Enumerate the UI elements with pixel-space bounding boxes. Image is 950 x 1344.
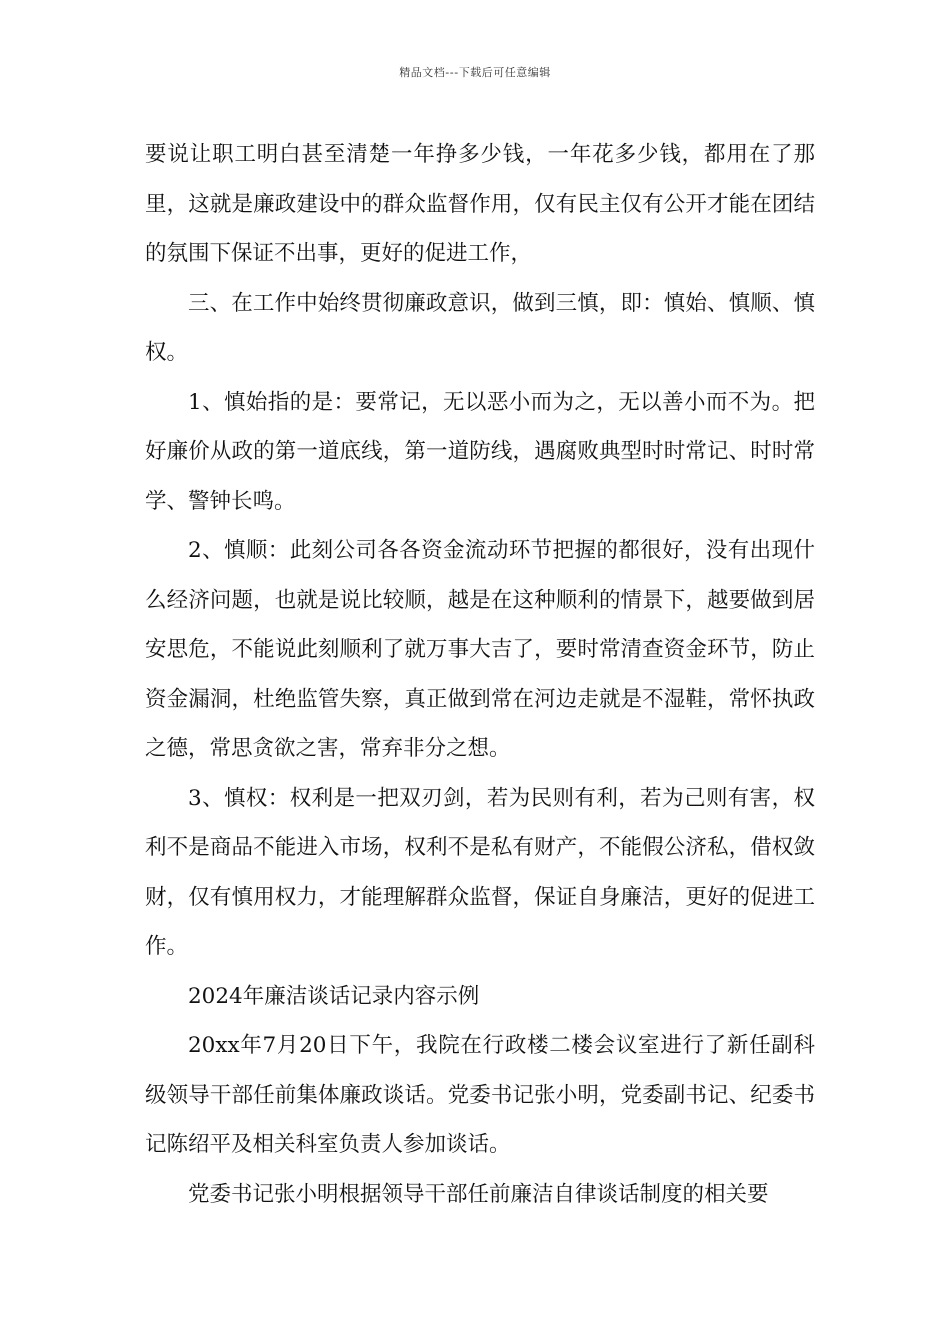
- section-title: 2024年廉洁谈话记录内容示例: [188, 983, 480, 1009]
- page-header: 精品文档---下载后可任意编辑: [399, 66, 551, 79]
- document-body: [145, 130, 815, 1219]
- paragraph-5: 3、慎权：权利是一把双刃剑，若为民则有利，若为己则有害，权利不是商品不能进入市场，权利不是私有财产，不能假公济私，借权敛财，仅有慎用权力，才能理解群众监督，保证自身廉洁，更好的促进工作。: [145, 785, 815, 959]
- paragraph-6: 20xx年7月20日下午，我院在行政楼二楼会议室进行了新任副科级领导干部任前集体廉政谈话。党委书记张小明，党委副书记、纪委书记陈绍平及相关科室负责人参加谈话。: [145, 1033, 815, 1157]
- paragraph-3: 1、慎始指的是：要常记，无以恶小而为之，无以善小而不为。把好廉价从政的第一道底线，第一道防线，遇腐败典型时时常记、时时常学、警钟长鸣。: [145, 389, 815, 514]
- paragraph-4: 2、慎顺：此刻公司各各资金流动环节把握的都很好，没有出现什么经济问题，也就是说比较顺，越是在这种顺利的情景下，越要做到居安思危，不能说此刻顺利了就万事大吉了，要时常清查资金环节，防止资金漏洞，杜绝监管失察，真正做到常在河边走就是不湿鞋，常怀执政之德，常思贪欲之害，常弃非分之想。: [145, 538, 815, 761]
- paragraph-7: 党委书记张小明根据领导干部任前廉洁自律谈话制度的相关要: [188, 1181, 769, 1207]
- paragraph-2: 三、在工作中始终贯彻廉政意识，做到三慎，即：慎始、慎顺、慎权。: [145, 290, 815, 365]
- paragraph-1: 要说让职工明白甚至清楚一年挣多少钱，一年花多少钱，都用在了那里，这就是廉政建设中的群众监督作用，仅有民主仅有公开才能在团结的氛围下保证不出事，更好的促进工作，: [145, 142, 815, 266]
